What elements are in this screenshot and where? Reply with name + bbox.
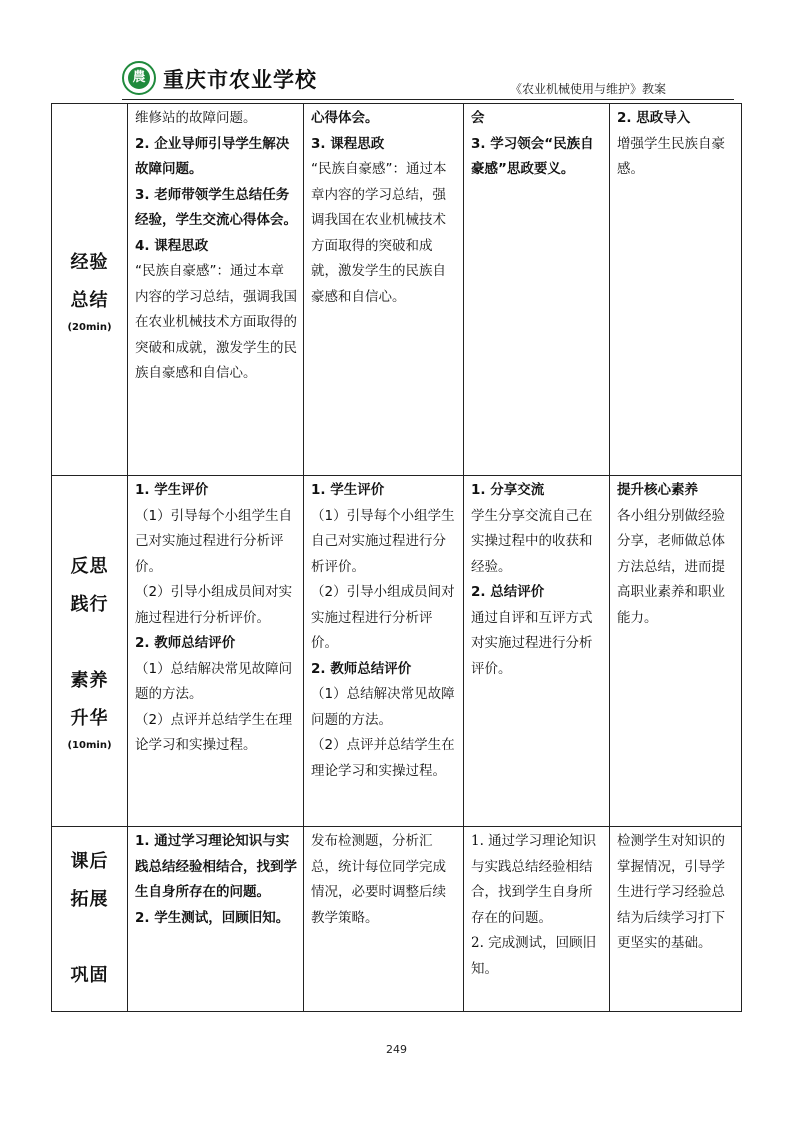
stage-label-line: 经验 [70,251,109,273]
cell-text: （2）引导小组成员间对实施过程进行分析评价。 [311,584,455,651]
content-cell [610,104,742,476]
cell-text: 各小组分别做经验分享，老师做总体方法总结，进而提高职业素养和职业能力。 [617,507,725,626]
stage-cell [52,476,128,827]
content-cell [128,104,304,476]
cell-text: （1）引导每个小组学生自己对实施过程进行分析评价。 [311,507,455,575]
stage-cell [52,104,128,476]
cell-text: （2）点评并总结学生在理论学习和实操过程。 [135,711,293,753]
cell-text: （1）总结解决常见故障问题的方法。 [311,686,455,728]
stage-label-line: 反思 [70,556,109,577]
content-cell [128,476,304,827]
page-header [0,0,793,105]
cell-text: 增强学生民族自豪感。 [617,135,725,177]
content-cell [610,476,742,827]
cell-heading: 2. 思政导入 [617,110,691,126]
content-cell [464,476,610,827]
stage-label-line [52,919,127,957]
cell-heading: 2. 总结评价 [471,584,545,600]
cell-text: “民族自豪感”：通过本章内容的学习总结，强调我国在农业机械技术方面取得的突破和成就，激发学生的民族自豪感和自信心。 [311,161,447,305]
cell-heading: 2. 企业导师引导学生解决故障问题。 [135,135,290,177]
cell-heading: 2. 学生测试，回顾旧知。 [135,909,290,926]
stage-label-line [52,624,127,662]
content-cell [304,827,464,1012]
content-cell [464,104,610,476]
stage-cell [52,827,128,1012]
table-row [52,476,742,827]
cell-heading: 提升核心素养 [617,482,698,498]
stage-label-line: 拓展 [70,889,109,910]
lesson-plan-table [51,103,742,1012]
cell-text: 学生分享交流自己在实操过程中的收获和经验。 [471,507,593,575]
cell-text: 维修站的故障问题。 [135,110,257,126]
cell-heading: 3. 课程思政 [311,135,385,152]
stage-label-line: 素养 [70,670,109,691]
cell-heading: 3. 学习领会“民族自豪感”思政要义。 [471,135,594,177]
cell-text: 发布检测题，分析汇总，统计每位同学完成情况，必要时调整后续教学策略。 [311,833,446,926]
content-cell [128,827,304,1012]
table-row [52,827,742,1012]
header-rule [122,99,734,100]
course-title: 《农业机械使用与维护》教案 [510,82,667,96]
cell-heading: 2. 教师总结评价 [135,635,236,651]
cell-text: 通过自评和互评方式对实施过程进行分析评价。 [471,609,593,677]
content-cell [610,827,742,1012]
cell-text: （2）点评并总结学生在理论学习和实操过程。 [311,737,455,779]
logo-mark: 農 [128,67,150,89]
page-number: 249 [386,1043,407,1056]
stage-label-line: 践行 [70,594,109,615]
content-cell [304,104,464,476]
school-logo-icon [122,61,156,95]
cell-heading: 会 [471,110,485,126]
stage-duration: (20min) [67,321,112,333]
cell-text: 1. 通过学习理论知识与实践总结经验相结合，找到学生自身所存在的问题。 [471,833,597,926]
cell-heading: 1. 学生评价 [311,482,385,498]
cell-text: 检测学生对知识的掌握情况，引导学生进行学习经验总结为后续学习打下更坚实的基础。 [617,833,725,951]
cell-text: （2）引导小组成员间对实施过程进行分析评价。 [135,584,293,626]
content-cell [464,827,610,1012]
cell-heading: 1. 学生评价 [135,482,209,498]
school-name: 重庆市农业学校 [163,67,317,92]
stage-label-line: 总结 [70,289,109,311]
cell-heading: 心得体会。 [311,110,379,126]
cell-heading: 1. 通过学习理论知识与实践总结经验相结合，找到学生自身所存在的问题。 [135,833,297,900]
cell-heading: 3. 老师带领学生总结任务经验，学生交流心得体会。 [135,186,297,228]
cell-heading: 2. 教师总结评价 [311,660,412,677]
cell-heading: 4. 课程思政 [135,237,209,254]
table-row [52,104,742,476]
stage-label-line: 巩固 [70,965,109,986]
stage-duration: (10min) [67,740,112,751]
content-cell [304,476,464,827]
cell-text: （1）引导每个小组学生自己对实施过程进行分析评价。 [135,507,293,575]
cell-text: （1）总结解决常见故障问题的方法。 [135,660,293,702]
cell-heading: 1. 分享交流 [471,482,545,498]
stage-label-line: 升华 [70,708,109,729]
cell-text: 2. 完成测试，回顾旧知。 [471,935,597,977]
stage-label-line: 课后 [70,851,109,872]
cell-text: “民族自豪感”：通过本章内容的学习总结，强调我国在农业机械技术方面取得的突破和成就，激发学生的民族自豪感和自信心。 [135,263,297,381]
